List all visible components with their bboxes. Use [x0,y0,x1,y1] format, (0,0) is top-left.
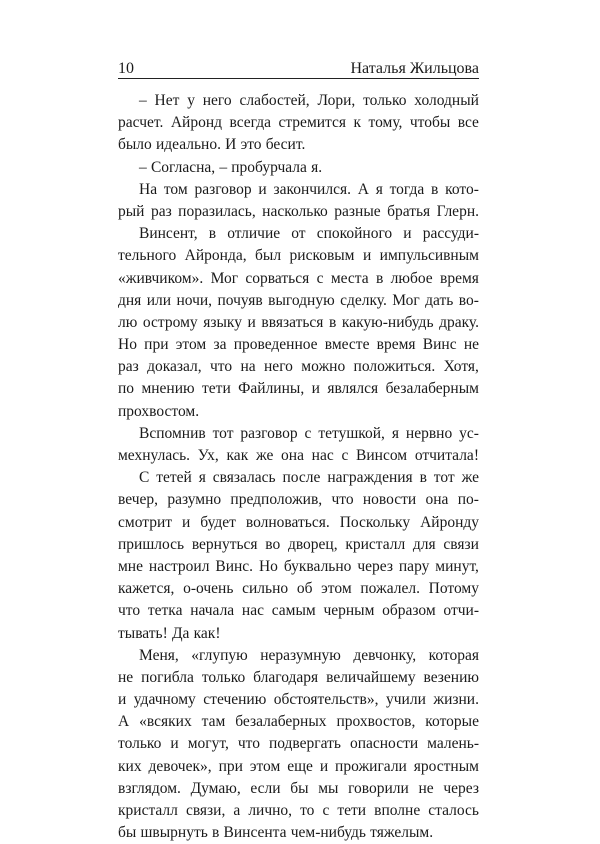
text-line: Вспомнив тот разговор с тетушкой, я нервно ус- [139,424,479,442]
body-text [118,90,479,844]
text-line: только и могут, что подвергать опасности малень- [118,735,479,753]
text-line: Но при этом за проведенное вместе время Винс не [118,336,479,354]
text-line: взглядом. Думаю, если бы мы говорили не через [118,779,479,797]
text-line: тельного Айронда, был рисковым и импульсивным [118,247,479,265]
text-line: Меня, «глупую неразумную девчонку, которая [139,646,479,664]
text-line: тывать! Да как! [118,624,221,642]
header-rule [118,78,479,79]
text-line: прохвостом. [118,402,200,420]
text-line: пришлось вернуться во дворец, кристалл для связи [118,535,479,553]
text-line: С тетей я связалась после награждения в тот же [139,469,479,487]
text-line: и удачному стечению обстоятельств», учили жизни. [118,691,479,709]
text-line: было идеально. И это бесит. [118,136,306,154]
text-line: – Согласна, – пробурчала я. [139,158,323,176]
text-line: раз доказал, что на него можно положиться. Хотя, [118,358,479,376]
text-line: дня или ночи, почуяв выгодную сделку. Мог дать во- [118,291,479,309]
text-line: кристалл связи, а лично, то с тети вполне сталось [118,802,479,819]
text-line: – Нет у него слабостей, Лори, только холодный [139,92,479,109]
text-line: что тетка начала нас самым черным образом отчи- [118,602,479,620]
text-line: расчет. Айронд всегда стремится к тому, чтобы все [118,114,479,132]
text-line: не погибла только благодаря величайшему везению [118,668,479,686]
page-number: 10 [118,60,134,77]
text-line: мехнулась. Ух, как же она нас с Винсом отчитала! [118,447,479,464]
text-line: ких девочек», при этом еще и прожигали яростным [118,757,479,775]
text-line: На том разговор и закончился. А я тогда в кото- [139,180,479,198]
text-line: А «всяких там безалаберных прохвостов, которые [118,713,479,731]
author-name: Наталья Жильцова [350,60,479,77]
text-line: рый раз поразилась, насколько разные братья Глерн. [118,202,479,220]
text-line: мне настроил Винс. Но буквально через пару минут, [118,557,479,575]
running-header [118,56,479,78]
text-line: лю острому языку и ввязаться в какую-нибудь драку. [118,313,479,331]
text-line: вечер, разумно предположив, что новости она по- [118,491,479,509]
text-line: смотрит и будет волноваться. Поскольку Айронду [118,513,479,531]
text-line: бы швырнуть в Винсента чем-нибудь тяжелым. [118,824,434,842]
text-line: кажется, о-очень сильно об этом пожалел. Потому [118,580,479,598]
text-line: «живчиком». Мог сорваться с места в любое время [118,269,479,287]
text-line: Винсент, в отличие от спокойного и рассуди- [139,225,479,243]
text-line: по мнению тети Файлины, и являлся безалаберным [118,380,479,398]
